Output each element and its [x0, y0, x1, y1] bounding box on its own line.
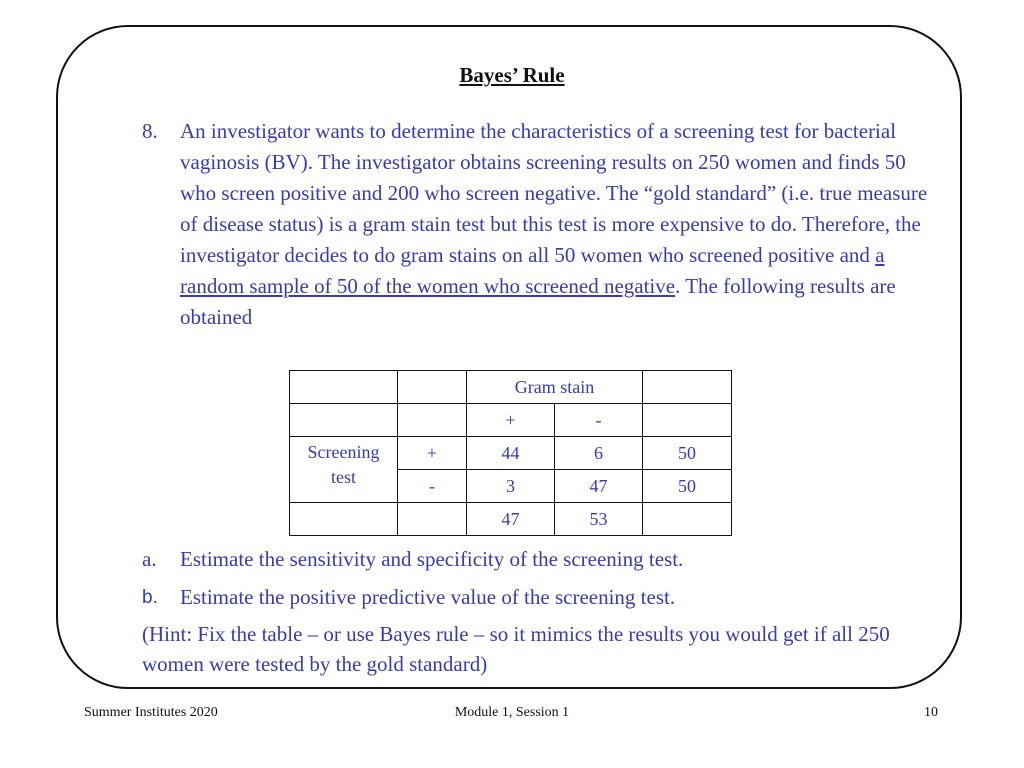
question-marker: a.	[142, 547, 157, 571]
table-row	[290, 437, 732, 470]
column-total: 53	[555, 503, 643, 536]
problem-body	[180, 116, 942, 333]
question-a	[142, 544, 683, 575]
question-marker: b.	[142, 587, 158, 608]
table-cell	[643, 503, 732, 536]
col-plus-header: +	[467, 404, 555, 437]
screening-test-label	[290, 437, 398, 503]
problem-statement	[142, 116, 942, 333]
problem-text-underlined: a random sample of 50 of the women who screened negative	[180, 243, 885, 298]
page-number: 10	[924, 705, 938, 720]
question-b	[142, 582, 675, 613]
table-cell	[643, 371, 732, 404]
row-minus-sign: -	[398, 470, 467, 503]
table-cell	[398, 503, 467, 536]
hint-text: (Hint: Fix the table – or use Bayes rule – so it mimics the results you would get if all 250 women were tested by the gold standard)	[142, 622, 890, 676]
question-text: Estimate the sensitivity and specificity of the screening test.	[180, 547, 684, 571]
slide-title: Bayes’ Rule	[459, 63, 565, 87]
row-total: 50	[643, 470, 732, 503]
row-label-line1: Screening	[307, 442, 380, 462]
table-cell	[290, 404, 398, 437]
table-row	[290, 503, 732, 536]
question-text: Estimate the positive predictive value of the screening test.	[180, 585, 676, 609]
table-row	[290, 371, 732, 404]
row-plus-sign: +	[398, 437, 467, 470]
table-cell	[643, 404, 732, 437]
problem-number: 8.	[142, 119, 158, 143]
results-table	[289, 370, 732, 536]
table-cell: 44	[467, 437, 555, 470]
table-cell: 3	[467, 470, 555, 503]
table-cell: 6	[555, 437, 643, 470]
column-total: 47	[467, 503, 555, 536]
row-total: 50	[643, 437, 732, 470]
footer-center: Module 1, Session 1	[454, 705, 570, 720]
table-cell: 47	[555, 470, 643, 503]
table-row	[290, 404, 732, 437]
col-minus-header: -	[555, 404, 643, 437]
table-cell	[398, 404, 467, 437]
problem-text-before: An investigator wants to determine the characteristics of a screening test for bacterial vaginosis (BV). The investigator obtains screening results on 250 women and finds 50 who screen positive and 200 who screen negative. The “gold standard” (i.e. true measure of disease status) is a gram stain test but this test is more expensive to do. Therefore, the investigator decides to do gram stains on all 50 women who screened positive and	[180, 119, 928, 267]
row-label-line2: test	[331, 467, 356, 487]
gram-stain-header: Gram stain	[467, 371, 643, 404]
table-cell	[290, 371, 398, 404]
problem-text-after: . The following results are obtained	[180, 274, 896, 329]
table-cell	[398, 371, 467, 404]
table-cell	[290, 503, 398, 536]
footer-left: Summer Institutes 2020	[84, 705, 218, 720]
